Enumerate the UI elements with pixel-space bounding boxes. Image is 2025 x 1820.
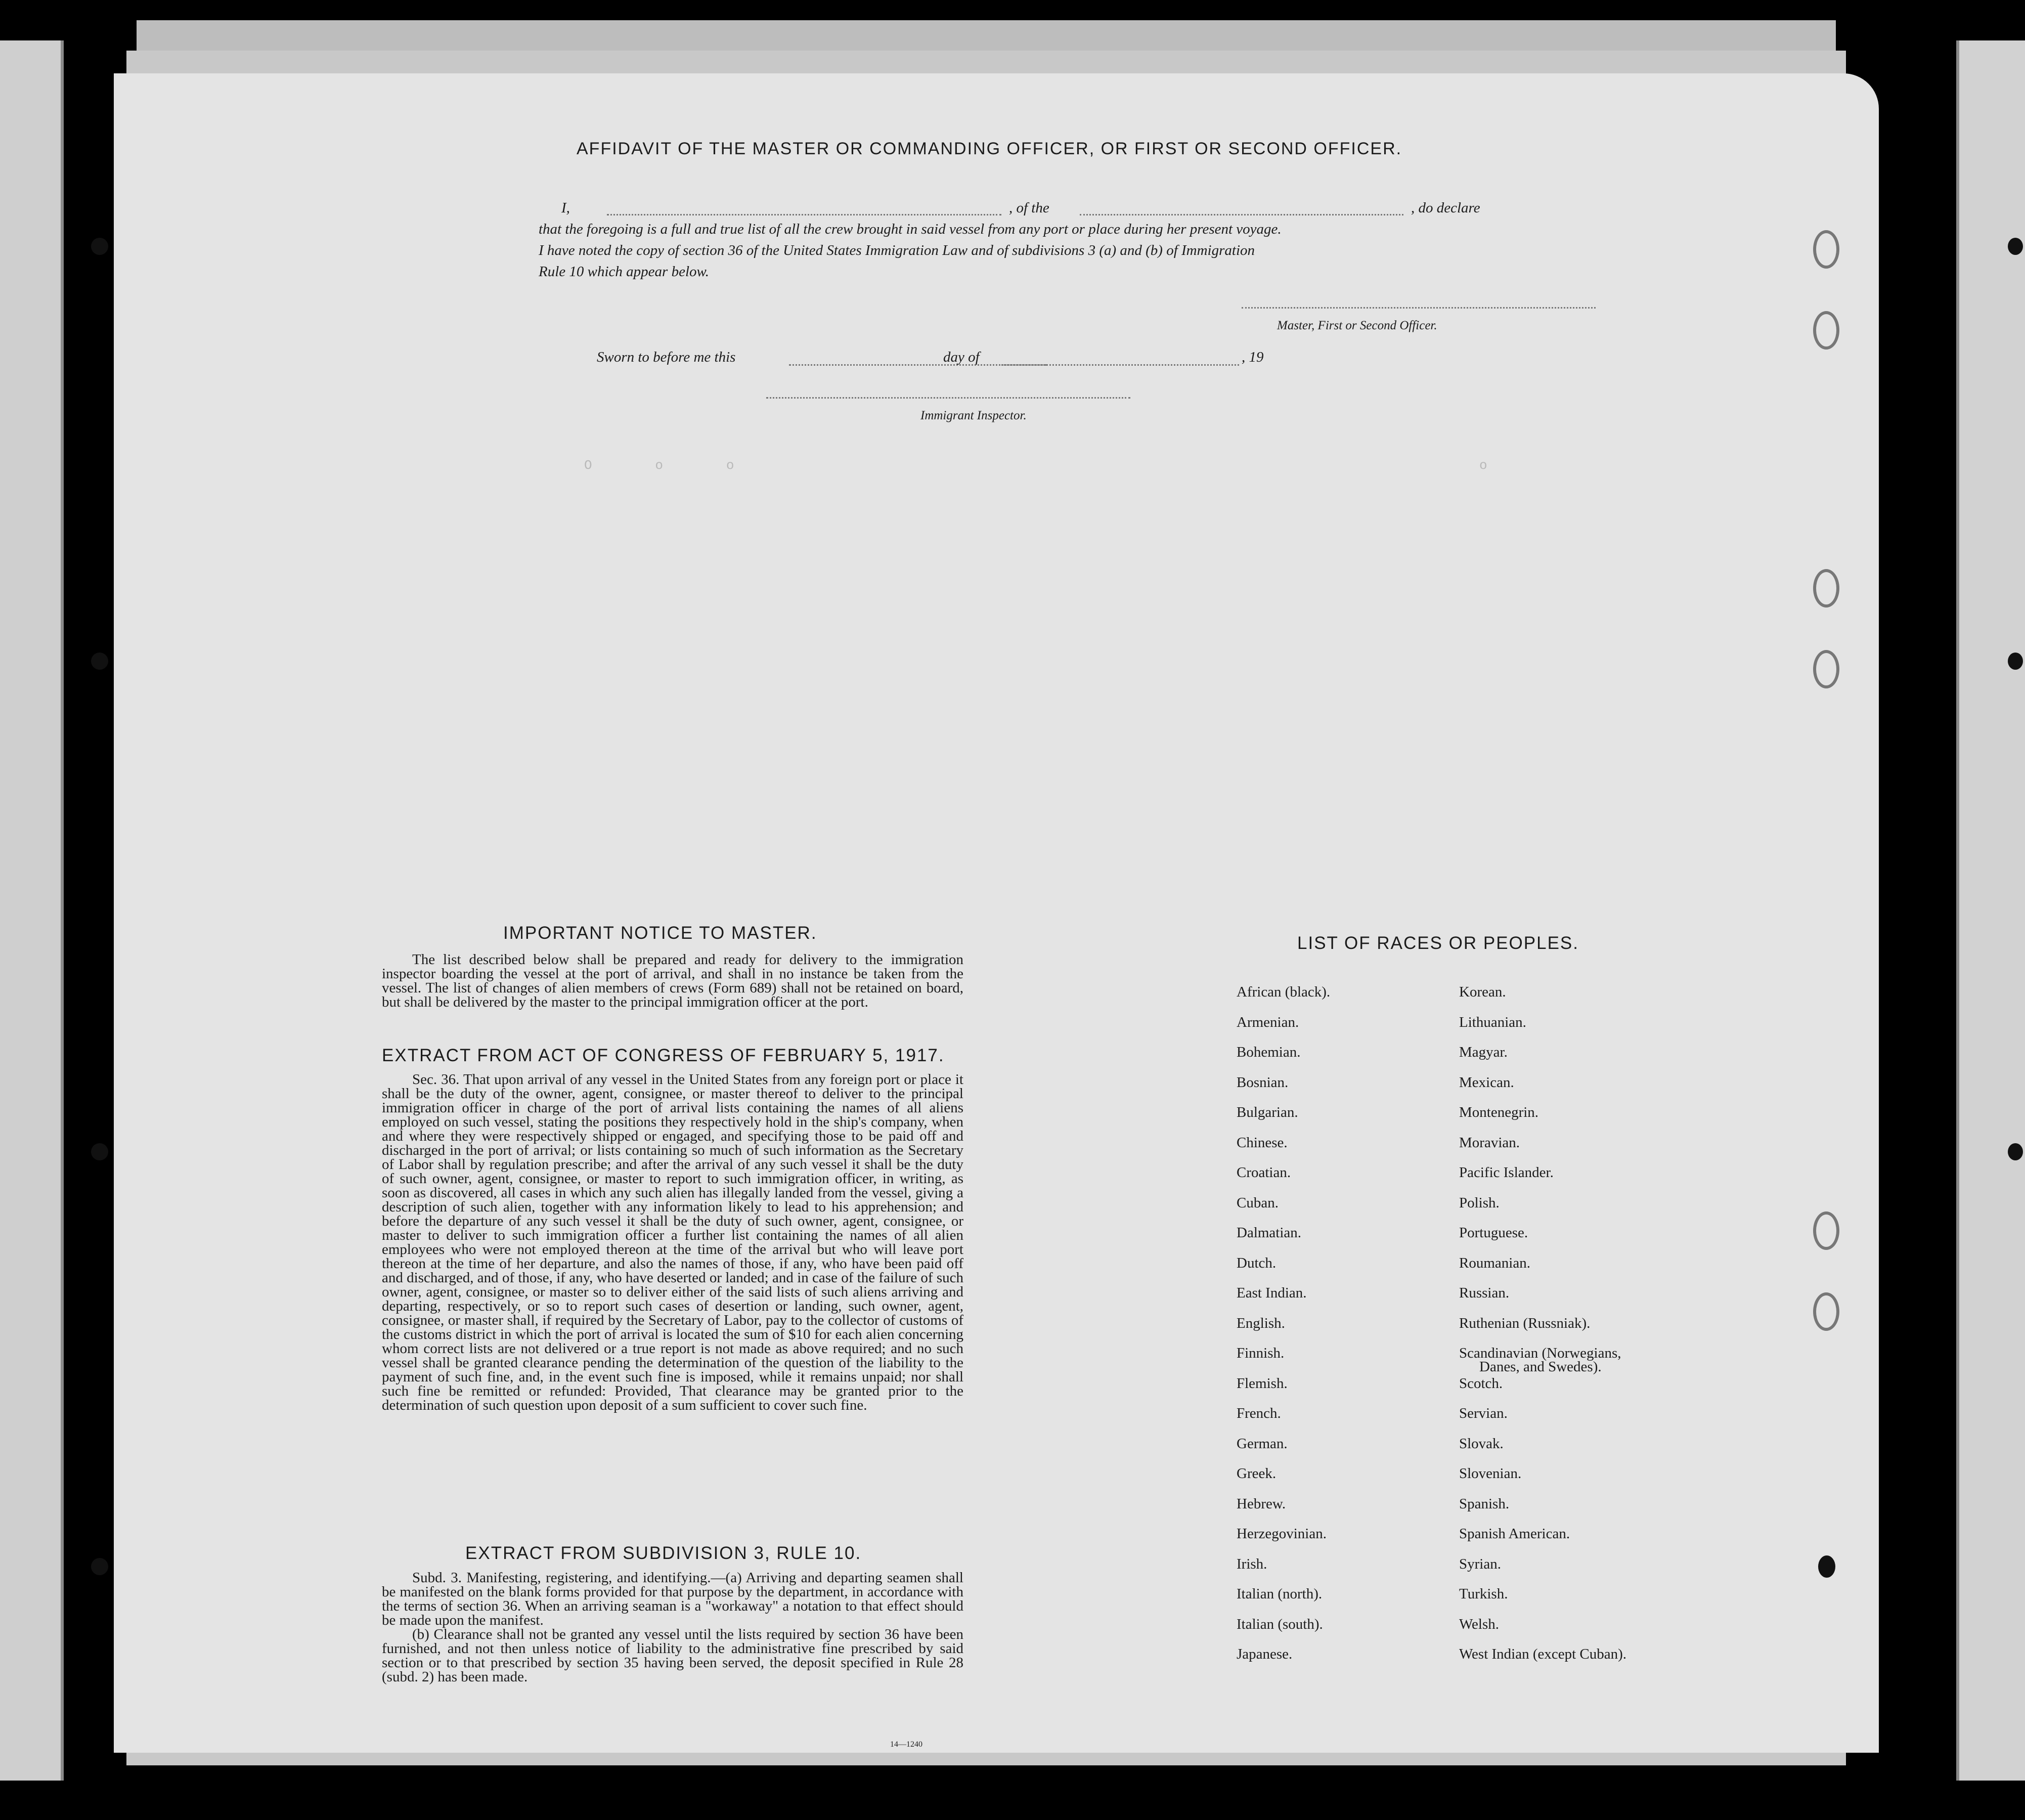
ghost-text: o xyxy=(1479,458,1487,473)
notice-title: IMPORTANT NOTICE TO MASTER. xyxy=(503,923,817,943)
adjacent-page-left xyxy=(0,40,64,1781)
race-item: Slovak. xyxy=(1459,1435,1504,1452)
race-item: Cuban. xyxy=(1237,1194,1279,1211)
race-item: Syrian. xyxy=(1459,1555,1501,1572)
race-item: Italian (north). xyxy=(1237,1586,1323,1602)
race-item: Flemish. xyxy=(1237,1375,1288,1392)
affidavit-do-declare: , do declare xyxy=(1411,200,1480,216)
race-item: Spanish American. xyxy=(1459,1526,1570,1542)
race-item: Bulgarian. xyxy=(1237,1104,1298,1120)
race-item: Pacific Islander. xyxy=(1459,1164,1554,1181)
binder-hole xyxy=(1813,650,1839,688)
race-item: West Indian (except Cuban). xyxy=(1459,1646,1627,1662)
day-of-label: day of xyxy=(943,349,980,365)
race-item: Montenegrin. xyxy=(1459,1104,1539,1120)
punch-hole xyxy=(2008,1143,2023,1160)
binder-hole xyxy=(1813,311,1839,350)
race-item: Scotch. xyxy=(1459,1375,1503,1392)
race-item: Dutch. xyxy=(1237,1254,1276,1271)
race-item: Finnish. xyxy=(1237,1345,1285,1361)
race-item: Bohemian. xyxy=(1237,1044,1301,1060)
race-item: Magyar. xyxy=(1459,1044,1508,1060)
binder-hole xyxy=(1813,230,1839,269)
vessel-line xyxy=(1080,214,1403,215)
race-item: Roumanian. xyxy=(1459,1254,1530,1271)
races-title: LIST OF RACES OR PEOPLES. xyxy=(1297,933,1579,953)
punch-hole xyxy=(2008,653,2023,670)
punch-hole xyxy=(1818,1555,1835,1578)
race-item: Hebrew. xyxy=(1237,1495,1286,1512)
punch-hole xyxy=(91,1143,108,1160)
punch-hole xyxy=(91,238,108,255)
document-page xyxy=(114,73,1879,1753)
extract-rule-para-1: Subd. 3. Manifesting, registering, and identifying.—(a) Arriving and departing seamen shall be manifested on the blank forms provided for that purpose by the department, in accordance with the terms of section 36. When an arriving seaman is a "workaway" a notation to that effect should be made upon the manifest. xyxy=(382,1570,963,1628)
race-item: Korean. xyxy=(1459,984,1506,1000)
affidavit-of-the: , of the xyxy=(1009,200,1049,216)
race-item: Portuguese. xyxy=(1459,1225,1528,1241)
race-item: Greek. xyxy=(1237,1465,1276,1482)
race-item: Lithuanian. xyxy=(1459,1014,1526,1030)
affidavit-line-2: I have noted the copy of section 36 of the United States Immigration Law and of subdivisions 3 (a) and (b) of Immigration xyxy=(539,242,1255,258)
race-item: Moravian. xyxy=(1459,1134,1520,1151)
extract-rule-body xyxy=(382,1571,963,1684)
race-item: Irish. xyxy=(1237,1555,1267,1572)
signature-line xyxy=(1242,307,1596,309)
race-item: Slovenian. xyxy=(1459,1465,1522,1482)
race-item: Turkish. xyxy=(1459,1586,1508,1602)
race-item: English. xyxy=(1237,1315,1285,1331)
year-label: , 19 xyxy=(1242,349,1264,365)
affidavit-line-3: Rule 10 which appear below. xyxy=(539,264,709,280)
race-item: Welsh. xyxy=(1459,1616,1500,1632)
race-item: Ruthenian (Russniak). xyxy=(1459,1315,1591,1331)
binder-hole xyxy=(1813,569,1839,608)
race-item: East Indian. xyxy=(1237,1285,1307,1301)
inspector-caption: Immigrant Inspector. xyxy=(920,409,1027,422)
race-item: Japanese. xyxy=(1237,1646,1293,1662)
race-item: Italian (south). xyxy=(1237,1616,1323,1632)
race-item: Polish. xyxy=(1459,1194,1500,1211)
affidavit-line-1: that the foregoing is a full and true list of all the crew brought in said vessel from any port or place during her present voyage. xyxy=(539,221,1282,237)
binder-hole xyxy=(1813,1211,1839,1250)
extract-rule-para-2: (b) Clearance shall not be granted any vessel until the lists required by section 36 have been furnished, and not then unless notice of liability to the administrative fine prescribed by said section or to that prescribed by section 35 having been served, the deposit specified in Rule 28 (subd. 2) has been made. xyxy=(382,1626,963,1685)
extract-act-body xyxy=(382,1072,963,1412)
inspector-line xyxy=(766,397,1130,399)
name-line xyxy=(607,214,1001,215)
race-item: Bosnian. xyxy=(1237,1074,1289,1091)
race-item: Russian. xyxy=(1459,1285,1510,1301)
race-item: Herzegovinian. xyxy=(1237,1526,1327,1542)
affidavit-title: AFFIDAVIT OF THE MASTER OR COMMANDING OFFICER, OR FIRST OR SECOND OFFICER. xyxy=(577,139,1402,158)
affidavit-i-label: I, xyxy=(561,200,570,216)
extract-act-text: Sec. 36. That upon arrival of any vessel in the United States from any foreign port or place it shall be the duty of the owner, agent, consignee, or master thereof to deliver to the principal immigration officer in charge of the port of arrival lists containing the names of all aliens employed on such vessel, stating the positions they respectively hold in the ship's company, when and where they were respectively shipped or engaged, and specifying those to be paid off and discharged in the port of arrival; or lists containing so much of such information as the Secretary of Labor shall by regulation prescribe; and after the arrival of any such vessel it shall be the duty of such owner, agent, consignee, or master to report to such immigration officer, in writing, as soon as discovered, all cases in which any such alien has illegally landed from the vessel, giving a description of such alien, together with any information likely to lead to his apprehension; and before the departure of any such vessel it shall be the duty of such owner, agent, consignee, or master to deliver to such immigration officer a further list containing the names of all alien employees who were not employed thereon at the time of the arrival but who will leave port thereon at the time of her departure, and also the names of those, if any, who have been paid off and discharged, and of those, if any, who have deserted or landed; and in case of the failure of such owner, agent, consignee, or master so to deliver either of the said lists of such aliens arriving and departing, respectively, or so to report such cases of desertion or landing, such owner, agent, consignee, or master shall, if required by the Secretary of Labor, pay to the collector of customs of the customs district in which the port of arrival is located the sum of $10 for each alien concerning whom correct lists are not delivered or a true report is not made as above required; and no such vessel shall be granted clearance pending the determination of the question of the liability to the payment of such fine, and, in the event such fine is imposed, while it remains unpaid; nor shall such fine be remitted or refunded: Provided, That clearance may be granted prior to the determination of such question upon deposit of a sum sufficient to cover such fine. xyxy=(382,1071,963,1413)
race-item: Scandinavian (Norwegians, xyxy=(1459,1345,1621,1361)
punch-hole xyxy=(2008,238,2023,255)
race-item: Armenian. xyxy=(1237,1014,1299,1030)
notice-text: The list described below shall be prepared and ready for delivery to the immigration inspector boarding the vessel at the port of arrival, and shall in no instance be taken from the vessel. The list of changes of alien members of crews (Form 689) shall not be retained on board, but shall be delivered by the master to the principal immigration officer at the port. xyxy=(382,951,963,1010)
race-item: African (black). xyxy=(1237,984,1331,1000)
month-line xyxy=(1001,364,1239,366)
race-item: Croatian. xyxy=(1237,1164,1291,1181)
race-item: Chinese. xyxy=(1237,1134,1288,1151)
extract-act-title: EXTRACT FROM ACT OF CONGRESS OF FEBRUARY 5, 1917. xyxy=(382,1046,945,1065)
ghost-text: O o o xyxy=(584,458,734,473)
race-item: German. xyxy=(1237,1435,1288,1452)
punch-hole xyxy=(91,1558,108,1575)
notice-body xyxy=(382,952,963,1009)
form-number: 14—1240 xyxy=(890,1740,922,1749)
race-item: Mexican. xyxy=(1459,1074,1514,1091)
adjacent-page-right xyxy=(1956,40,2025,1781)
sworn-label: Sworn to before me this xyxy=(597,349,736,365)
race-item: Dalmatian. xyxy=(1237,1225,1302,1241)
race-item-continuation: Danes, and Swedes). xyxy=(1479,1359,1602,1375)
race-item: Spanish. xyxy=(1459,1495,1510,1512)
race-item: Servian. xyxy=(1459,1405,1508,1421)
binder-hole xyxy=(1813,1292,1839,1331)
extract-rule-title: EXTRACT FROM SUBDIVISION 3, RULE 10. xyxy=(465,1543,862,1563)
race-item: French. xyxy=(1237,1405,1281,1421)
punch-hole xyxy=(91,653,108,670)
signature-caption: Master, First or Second Officer. xyxy=(1277,319,1437,332)
